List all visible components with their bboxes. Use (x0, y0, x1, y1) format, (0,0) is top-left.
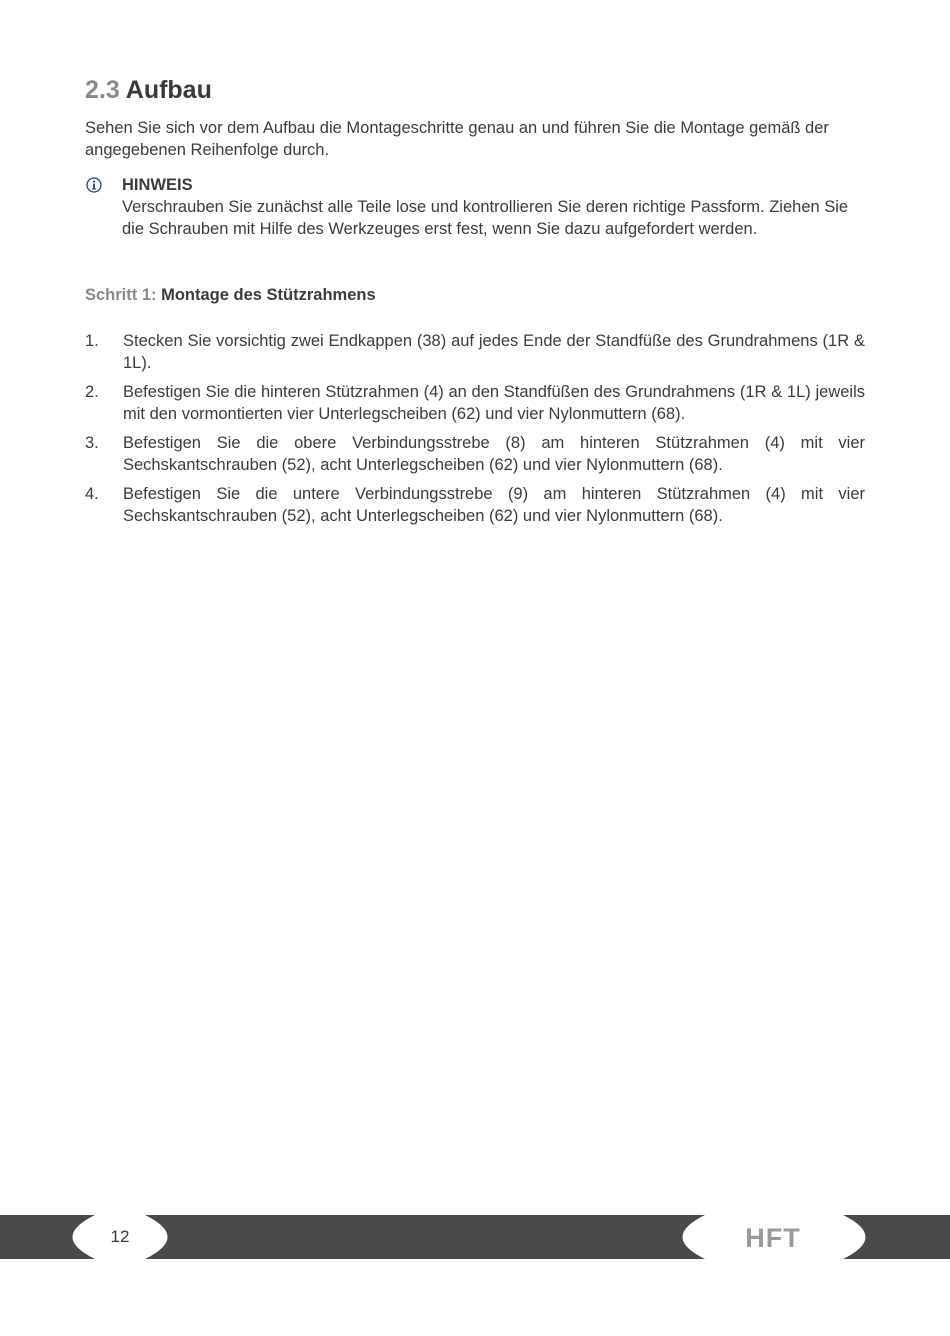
list-item-number: 2. (85, 383, 99, 401)
list-item-number: 3. (85, 434, 99, 452)
step-title: Montage des Stützrahmens (161, 286, 376, 304)
notice-box (122, 174, 867, 240)
section-title: Aufbau (125, 76, 212, 104)
list-item-text: Befestigen Sie die untere Verbindungsstrebe (9) am hinteren Stützrahmen (4) mit vier Sechskantschrauben (52), acht Unterlegscheiben (62) und vier Nylonmuttern (68). (123, 485, 865, 525)
step-heading (85, 286, 376, 305)
list-item-text: Stecken Sie vorsichtig zwei Endkappen (38) auf jedes Ende der Standfüße des Grundrahmens (1R & 1L). (123, 332, 865, 372)
brand-logo: HFT (745, 1223, 801, 1253)
step-label: Schritt 1: (85, 286, 157, 304)
list-item (85, 432, 865, 476)
info-icon (86, 177, 102, 193)
list-item (85, 330, 865, 374)
list-item (85, 483, 865, 527)
list-item-number: 1. (85, 332, 99, 350)
section-heading (85, 76, 212, 105)
notice-title: HINWEIS (122, 176, 193, 194)
page-number: 12 (110, 1227, 130, 1246)
list-item-text: Befestigen Sie die hinteren Stützrahmen (4) an den Standfüßen des Grundrahmens (1R & 1L) jeweils mit den vormontierten vier Unterlegscheiben (62) und vier Nylonmuttern (68). (123, 383, 865, 423)
list-item-number: 4. (85, 485, 99, 503)
intro-paragraph: Sehen Sie sich vor dem Aufbau die Montageschritte genau an und führen Sie die Montage gemäß der angegebenen Reihenfolge durch. (85, 119, 829, 159)
list-item-text: Befestigen Sie die obere Verbindungsstrebe (8) am hinteren Stützrahmen (4) mit vier Sechskantschrauben (52), acht Unterlegscheiben (62) und vier Nylonmuttern (68). (123, 434, 865, 474)
notice-text: Verschrauben Sie zunächst alle Teile lose und kontrollieren Sie deren richtige Passform. Ziehen Sie die Schrauben mit Hilfe des Werkzeuges erst fest, wenn Sie dazu aufgefordert werden. (122, 198, 849, 238)
step-list (85, 330, 865, 534)
section-number: 2.3 (85, 76, 120, 104)
list-item (85, 381, 865, 425)
